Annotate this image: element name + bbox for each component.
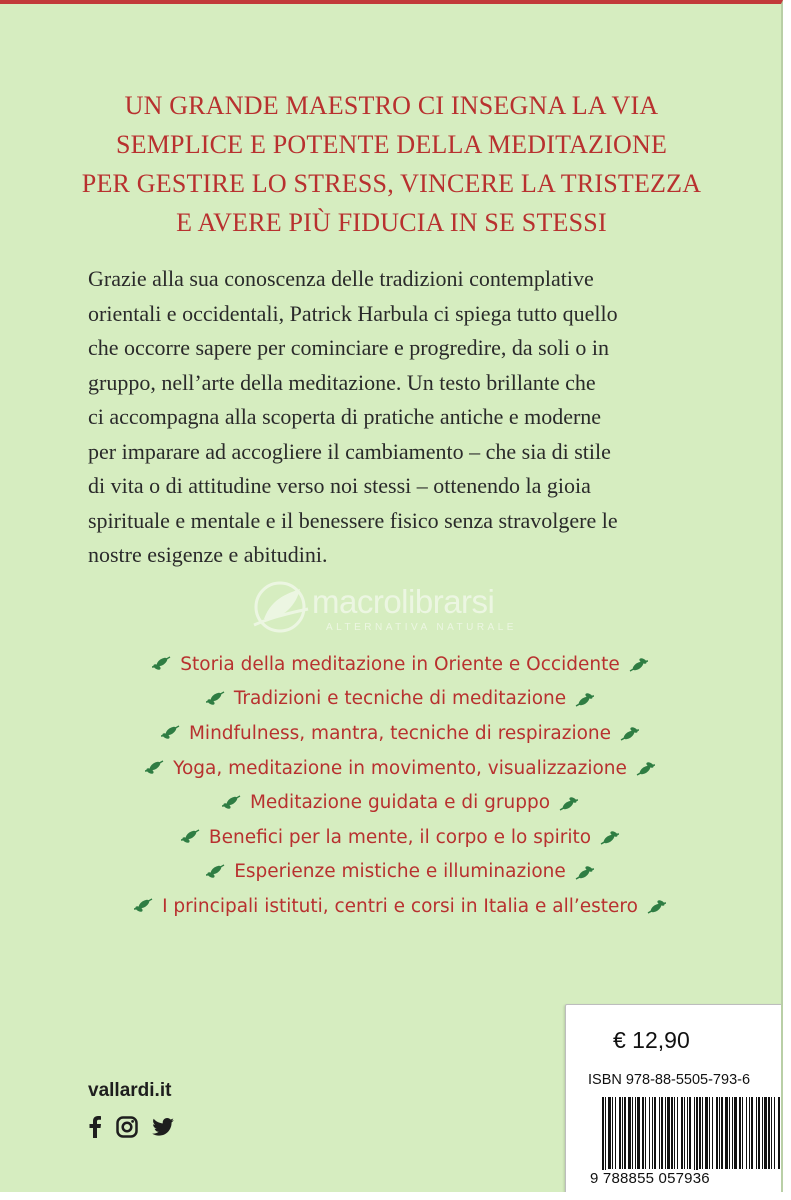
barcode-bar: [764, 1097, 767, 1169]
description-line: orientali e occidentali, Patrick Harbula ci spiega tutto quello: [88, 300, 618, 326]
leaf-bullet-icon: [646, 897, 668, 915]
watermark-brand: macrolibrarsi: [312, 583, 495, 620]
macrolibrarsi-watermark: [250, 579, 550, 639]
leaf-bullet-icon: [220, 794, 242, 812]
barcode-bar: [712, 1097, 713, 1169]
barcode-bar: [667, 1097, 670, 1169]
description-line: Grazie alla sua conoscenza delle tradizioni contemplative: [88, 266, 594, 291]
description-line: per imparare ad accogliere il cambiamento – che sia di stile: [88, 438, 611, 464]
list-item: Storia della meditazione in Oriente e Occidente: [100, 647, 700, 682]
headline-line: E AVERE PIÙ FIDUCIA IN SE STESSI: [176, 208, 607, 237]
barcode-bar: [632, 1097, 633, 1169]
barcode-bar: [612, 1097, 613, 1169]
description-line: ci accompagna alla scoperta di pratiche antiche e moderne: [88, 404, 602, 429]
barcode-bar: [619, 1097, 621, 1169]
leaf-bullet-icon: [574, 863, 596, 881]
leaf-bullet-icon: [204, 863, 226, 881]
barcode-bar: [649, 1097, 650, 1169]
book-description: [88, 262, 728, 573]
leaf-bullet-icon: [619, 724, 641, 742]
barcode-bar: [746, 1097, 747, 1169]
watermark-tagline: ALTERNATIVA NATURALE: [326, 622, 517, 633]
barcode-bar: [781, 1097, 782, 1169]
barcode-bar: [608, 1097, 611, 1169]
barcode-bar: [758, 1097, 760, 1169]
leaf-bullet-icon: [150, 655, 172, 673]
barcode-bar: [774, 1097, 775, 1169]
list-item: Mindfulness, mantra, tecniche di respirazione: [100, 716, 700, 751]
barcode-bar: [637, 1097, 640, 1169]
barcode-bar: [702, 1097, 703, 1169]
barcode-bar: [624, 1097, 626, 1169]
list-item: I principali istituti, centri e corsi in Italia e all’estero: [100, 889, 700, 924]
leaf-bullet-icon: [179, 828, 201, 846]
headline-line: SEMPLICE E POTENTE DELLA MEDITAZIONE: [115, 130, 668, 159]
leaf-bullet-icon: [628, 655, 650, 673]
list-item: Tradizioni e tecniche di meditazione: [100, 682, 700, 717]
barcode-bar: [732, 1097, 733, 1169]
price-label: € 12,90: [613, 1027, 690, 1053]
barcode-bar: [659, 1097, 660, 1169]
barcode-bar: [716, 1097, 718, 1169]
barcode-bar: [689, 1097, 691, 1169]
price-sticker: [565, 1004, 783, 1192]
list-item: Benefici per la mente, il corpo e lo spirito: [100, 820, 700, 855]
description-line: che occorre sapere per cominciare e progredire, da soli o in: [88, 335, 610, 360]
barcode-digits: 9 788855 057936: [590, 1170, 710, 1187]
barcode-bar: [721, 1097, 723, 1169]
description-line: di vita o di attitudine verso noi stessi – ottenendo la gioia: [88, 473, 591, 498]
barcode-bar: [665, 1097, 666, 1169]
barcode-bar: [705, 1097, 708, 1169]
barcode-bar: [635, 1097, 636, 1169]
barcode-bar: [751, 1097, 753, 1169]
barcode-bar: [661, 1097, 663, 1169]
description-line: gruppo, nell’arte della meditazione. Un testo brillante che: [88, 369, 596, 395]
barcode-bar: [671, 1097, 673, 1169]
leaf-bullet-icon: [132, 897, 154, 915]
barcode-bar: [729, 1097, 730, 1169]
barcode-bar: [687, 1097, 688, 1169]
leaf-bullet-icon: [574, 690, 596, 708]
barcode-bar: [742, 1097, 743, 1169]
headline-line: UN GRANDE MAESTRO CI INSEGNA LA VIA: [124, 91, 659, 120]
leaf-logo-icon: [250, 579, 310, 635]
headline-line: PER GESTIRE LO STRESS, VINCERE LA TRISTEZZA: [81, 169, 702, 198]
barcode-bar: [622, 1097, 623, 1169]
list-item: Meditazione guidata e di gruppo: [100, 785, 700, 820]
barcode-bar: [709, 1097, 710, 1169]
barcode-bar: [645, 1097, 646, 1169]
barcode-bar: [628, 1097, 631, 1169]
description-line: spirituale e mentale e il benessere fisico senza stravolgere le: [88, 507, 618, 533]
barcode-bar: [771, 1097, 772, 1169]
barcode-bar: [684, 1097, 685, 1169]
social-icons: [88, 1116, 174, 1143]
list-item: Esperienze mistiche e illuminazione: [100, 855, 700, 890]
publisher-website: vallardi.it: [88, 1080, 172, 1101]
topics-list: [100, 647, 700, 924]
barcode-bar: [654, 1097, 656, 1169]
barcode-bar: [768, 1097, 770, 1169]
leaf-bullet-icon: [558, 794, 580, 812]
barcode-bar: [652, 1097, 653, 1169]
barcode-bar: [734, 1097, 737, 1169]
barcode-bar: [739, 1097, 741, 1169]
isbn-label: ISBN 978-88-5505-793-6: [588, 1072, 751, 1088]
barcode-bar: [762, 1097, 763, 1169]
twitter-icon: [152, 1118, 174, 1141]
leaf-bullet-icon: [204, 690, 226, 708]
barcode-bar: [778, 1097, 780, 1169]
barcode-bar: [681, 1097, 683, 1169]
leaf-bullet-icon: [143, 759, 165, 777]
list-item: Yoga, meditazione in movimento, visualizzazione: [100, 751, 700, 786]
barcode-bar: [756, 1097, 757, 1169]
barcode-bar: [719, 1097, 720, 1169]
leaf-bullet-icon: [159, 724, 181, 742]
cover-headline: [40, 86, 743, 242]
leaf-bullet-icon: [635, 759, 657, 777]
barcode-bar: [725, 1097, 728, 1169]
barcode-bar: [674, 1097, 675, 1169]
barcode-bar: [699, 1097, 701, 1169]
barcode-bar: [642, 1097, 644, 1169]
barcode-bar: [749, 1097, 750, 1169]
facebook-icon: [88, 1116, 102, 1143]
barcode-bar: [615, 1097, 616, 1169]
barcode-bar: [677, 1097, 678, 1169]
leaf-bullet-icon: [599, 828, 621, 846]
description-line: nostre esigenze e abitudini.: [88, 542, 328, 567]
instagram-icon: [116, 1116, 138, 1143]
